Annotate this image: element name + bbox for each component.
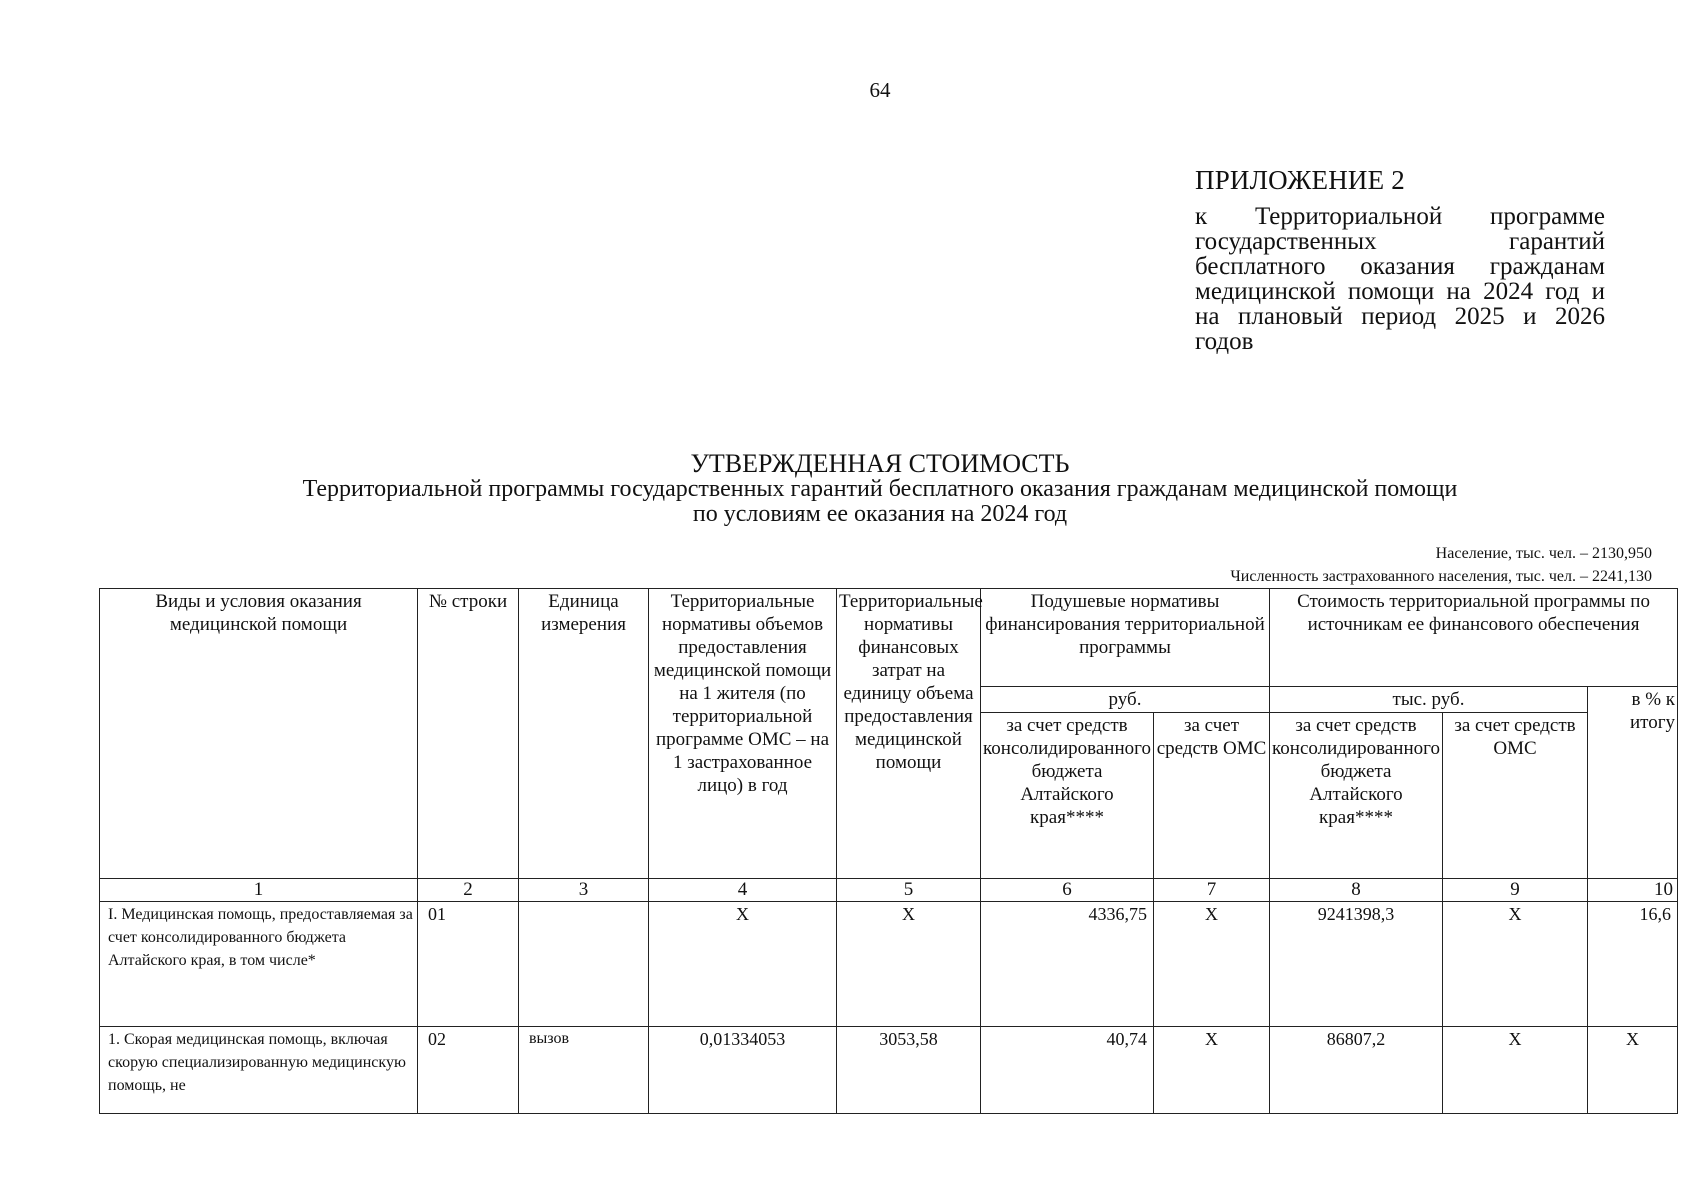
header-unit-thousand-rub: тыс. руб. xyxy=(1270,687,1588,713)
cell-oms-per-capita: X xyxy=(1154,902,1270,1027)
header-budget-per-capita: за счет средств консолидированного бюджета Алтайского края**** xyxy=(981,713,1154,879)
row-unit: вызов xyxy=(519,1027,649,1114)
col-number: 9 xyxy=(1443,879,1588,902)
row-name: I. Медицинская помощь, предоставляемая за счет консолидированного бюджета Алтайского края, в том числе* xyxy=(100,902,418,1027)
cell-oms-cost: X xyxy=(1443,1027,1588,1114)
header-per-capita-group: Подушевые нормативы финансирования территориальной программы xyxy=(981,589,1270,687)
document-title xyxy=(180,450,1580,527)
cell-percent: 16,6 xyxy=(1588,902,1678,1027)
row-name: 1. Скорая медицинская помощь, включая скорую специализированную медицинскую помощь, не xyxy=(100,1027,418,1114)
cell-cost-norm: 3053,58 xyxy=(837,1027,981,1114)
header-row-number: № строки xyxy=(418,589,519,879)
col-number: 7 xyxy=(1154,879,1270,902)
col-number: 6 xyxy=(981,879,1154,902)
cell-oms-cost: X xyxy=(1443,902,1588,1027)
cell-budget-cost: 86807,2 xyxy=(1270,1027,1443,1114)
cell-percent: X xyxy=(1588,1027,1678,1114)
col-number: 10 xyxy=(1588,879,1678,902)
col-number: 8 xyxy=(1270,879,1443,902)
cost-table xyxy=(99,588,1678,1114)
cell-budget-per-capita: 4336,75 xyxy=(981,902,1154,1027)
table-row xyxy=(100,1027,1678,1114)
cell-cost-norm: X xyxy=(837,902,981,1027)
cell-volume: X xyxy=(649,902,837,1027)
row-number: 02 xyxy=(418,1027,519,1114)
population-note: Население, тыс. чел. – 2130,950 xyxy=(1435,545,1652,562)
header-oms-per-capita: за счет средств ОМС xyxy=(1154,713,1270,879)
header-cost-group: Стоимость территориальной программы по источникам ее финансового обеспечения xyxy=(1270,589,1678,687)
header-volume-norms: Территориальные нормативы объемов предоставления медицинской помощи на 1 жителя (по территориальной программе ОМС – на 1 застрахованное лицо) в год xyxy=(649,589,837,879)
table-row xyxy=(100,902,1678,1027)
col-number: 1 xyxy=(100,879,418,902)
col-number: 5 xyxy=(837,879,981,902)
title-line-2: Территориальной программы государственных гарантий бесплатного оказания гражданам медицинской помощи xyxy=(302,476,1458,502)
cell-budget-per-capita: 40,74 xyxy=(981,1027,1154,1114)
header-budget-cost: за счет средств консолидированного бюджета Алтайского края**** xyxy=(1270,713,1443,879)
column-number-row xyxy=(100,879,1678,902)
header-kinds: Виды и условия оказания медицинской помощи xyxy=(100,589,418,879)
col-number: 4 xyxy=(649,879,837,902)
cell-budget-cost: 9241398,3 xyxy=(1270,902,1443,1027)
col-number: 2 xyxy=(418,879,519,902)
col-number: 3 xyxy=(519,879,649,902)
header-cost-norms: Территориальные нормативы финансовых затрат на единицу объема предоставления медицинской помощи xyxy=(837,589,981,879)
appendix-block xyxy=(1195,165,1605,354)
title-line-1: УТВЕРЖДЕННАЯ СТОИМОСТЬ xyxy=(690,449,1070,478)
title-line-3: по условиям ее оказания на 2024 год xyxy=(692,501,1068,527)
cell-volume: 0,01334053 xyxy=(649,1027,837,1114)
insured-population-note: Численность застрахованного населения, тыс. чел. – 2241,130 xyxy=(1230,568,1652,585)
header-unit-rub: руб. xyxy=(981,687,1270,713)
row-number: 01 xyxy=(418,902,519,1027)
cell-oms-per-capita: X xyxy=(1154,1027,1270,1114)
header-percent-total: в % к итогу xyxy=(1588,687,1678,879)
page-number: 64 xyxy=(869,78,891,102)
header-oms-cost: за счет средств ОМС xyxy=(1443,713,1588,879)
row-unit xyxy=(519,902,649,1027)
appendix-subtitle: к Территориальной программе государственных гарантий бесплатного оказания гражданам медицинской помощи на 2024 год и на плановый период 2025 и 2026 годов xyxy=(1195,203,1605,355)
header-unit: Единица измерения xyxy=(519,589,649,879)
appendix-title: ПРИЛОЖЕНИЕ 2 xyxy=(1195,165,1405,195)
